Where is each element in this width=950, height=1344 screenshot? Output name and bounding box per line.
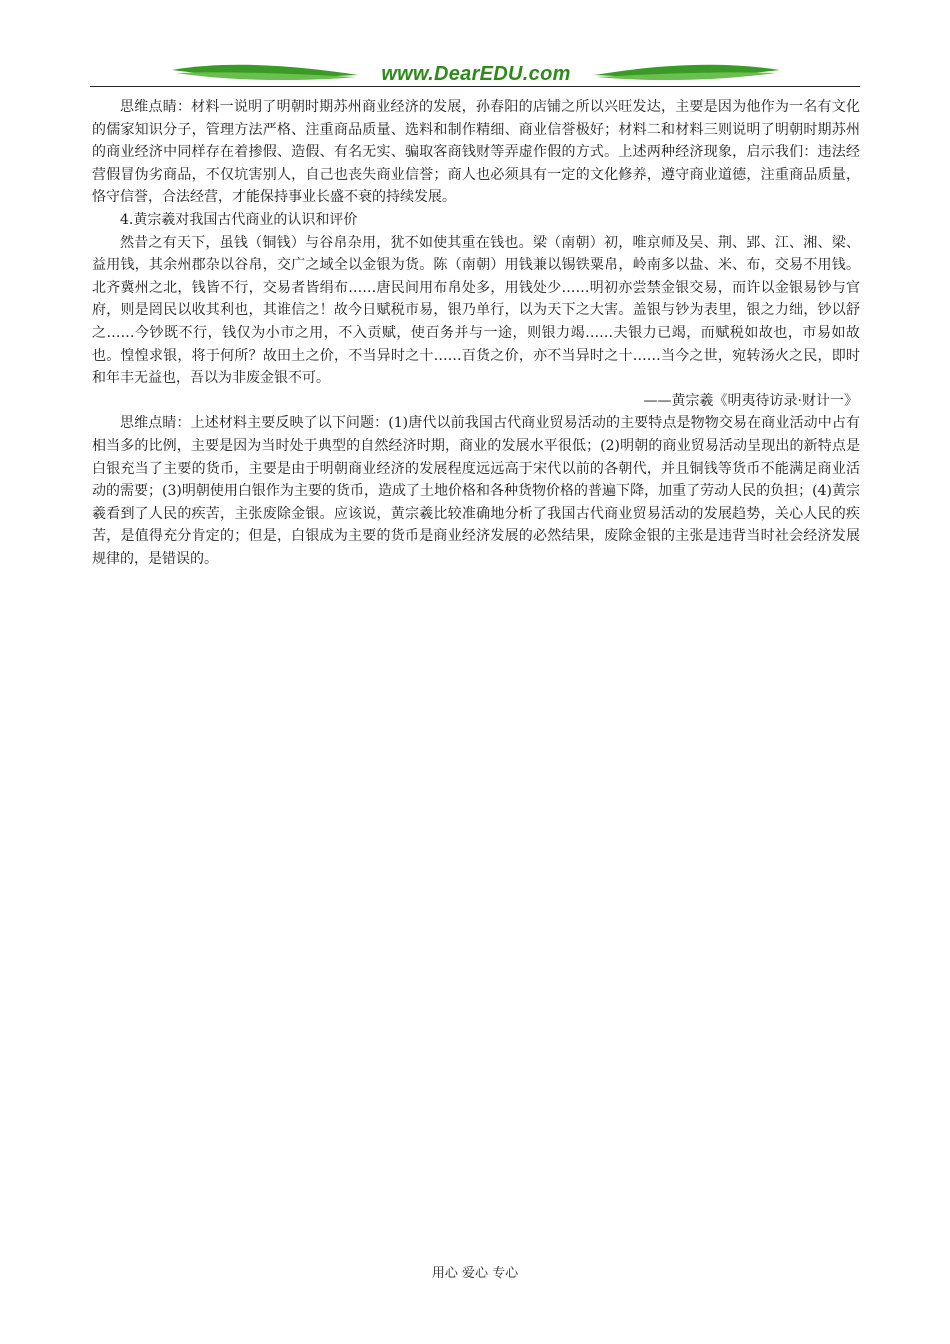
page-footer: 用心 爱心 专心 — [431, 1266, 519, 1281]
page-header — [0, 0, 950, 95]
document-body — [92, 96, 860, 570]
site-logo-text: www.DearEDU.com — [381, 63, 571, 85]
header-divider — [90, 86, 860, 87]
section-heading-4: 4.黄宗羲对我国古代商业的认识和评价 — [120, 211, 358, 228]
quoted-source-text: 然昔之有天下，虽钱（铜钱）与谷帛杂用，犹不如使其重在钱也。梁（南朝）初，唯京师及吴、荆、郢、江、湘、梁、益用钱，其余州郡杂以谷帛，交广之域全以金银为货。陈（南朝）用钱兼以锡铁粟帛，岭南多以盐、米、布，交易不用钱。北齐冀州之北，钱皆不行，交易者皆绢布……唐民间用布帛处多，用钱处少……明初亦尝禁金银交易，而许以金银易钞与官府，则是罔民以收其利也，其谁信之！故今日赋税市易，银乃单行，以为天下之大害。盖银与钞为表里，银之力绌，钞以舒之……今钞既不行，钱仅为小市之用，不入贡赋，使百务并与一途，则银力竭……夫银力已竭，而赋税如故也，市易如故也。惶惶求银，将于何所？故田土之价，不当异时之十……百货之价，亦不当异时之十……当今之世，宛转汤火之民，即时和年丰无益也，吾以为非废金银不可。 — [92, 234, 860, 387]
analysis-paragraph-2: 思维点睛：上述材料主要反映了以下问题：(1)唐代以前我国古代商业贸易活动的主要特点是物物交易在商业活动中占有相当多的比例，主要是因为当时处于典型的自然经济时期，商业的发展水平很低；(2)明朝的商业贸易活动呈现出的新特点是白银充当了主要的货币，主要是由于明朝商业经济的发展程度远远高于宋代以前的各朝代，并且铜钱等货币不能满足商业活动的需要；(3)明朝使用白银作为主要的货币，造成了土地价格和各种货物价格的普遍下降，加重了劳动人民的负担；(4)黄宗羲看到了人民的疾苦，主张废除金银。应该说，黄宗羲比较准确地分析了我国古代商业贸易活动的发展趋势，关心人民的疾苦，是值得充分肯定的；但是，白银成为主要的货币是商业经济发展的必然结果，废除金银的主张是违背当时社会经济发展规律的，是错误的。 — [92, 415, 860, 567]
analysis-paragraph-1: 思维点睛：材料一说明了明朝时期苏州商业经济的发展，孙春阳的店铺之所以兴旺发达，主要是因为他作为一名有文化的儒家知识分子，管理方法严格、注重商品质量、选料和制作精细、商业信誉极好；材料二和材料三则说明了明朝时期苏州的商业经济中同样存在着掺假、造假、有名无实、骗取客商钱财等弄虚作假的方式。上述两种经济现象，启示我们：违法经营假冒伪劣商品，不仅坑害别人，自己也丧失商业信誉；商人也必须具有一定的文化修养，遵守商业道德，注重商品质量，恪守信誉，合法经营，才能保持事业长盛不衰的持续发展。 — [92, 99, 860, 206]
source-citation: ——黄宗羲《明夷待访录·财计一》 — [643, 392, 858, 409]
